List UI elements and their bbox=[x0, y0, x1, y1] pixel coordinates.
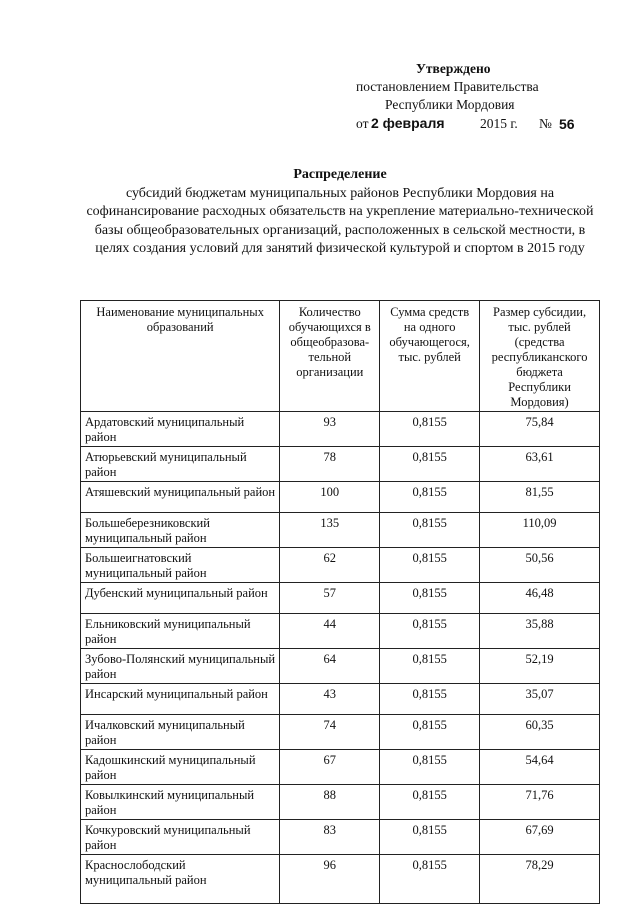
row-count: 74 bbox=[280, 715, 380, 750]
row-name: Атюрьевский муниципальный район bbox=[81, 447, 280, 482]
row-name: Кадошкинский муниципальный район bbox=[81, 750, 280, 785]
table-row bbox=[81, 482, 600, 513]
row-count: 78 bbox=[280, 447, 380, 482]
row-subsidy: 71,76 bbox=[480, 785, 600, 820]
approval-line-2: Республики Мордовия bbox=[385, 97, 515, 112]
table-row bbox=[81, 447, 600, 482]
header-subsidy: Размер субсидии, тыс. рублей (средства республиканского бюджета Республики Мордовия) bbox=[480, 301, 600, 412]
row-count: 93 bbox=[280, 412, 380, 447]
table-row bbox=[81, 855, 600, 904]
handwritten-date: 2 февраля bbox=[371, 115, 445, 131]
row-per-student: 0,8155 bbox=[380, 548, 480, 583]
row-subsidy: 35,07 bbox=[480, 684, 600, 715]
approval-line-1: постановлением Правительства bbox=[356, 79, 539, 94]
handwritten-number: 56 bbox=[559, 116, 575, 132]
table-row bbox=[81, 614, 600, 649]
header-student-count: Количество обучающихся в общеобразова-тельной организации bbox=[280, 301, 380, 412]
row-name: Большеберезниковский муниципальный район bbox=[81, 513, 280, 548]
row-subsidy: 75,84 bbox=[480, 412, 600, 447]
row-count: 64 bbox=[280, 649, 380, 684]
row-count: 135 bbox=[280, 513, 380, 548]
row-per-student: 0,8155 bbox=[380, 447, 480, 482]
row-per-student: 0,8155 bbox=[380, 649, 480, 684]
table-row bbox=[81, 548, 600, 583]
subsidy-table bbox=[80, 300, 600, 904]
row-count: 88 bbox=[280, 785, 380, 820]
row-count: 100 bbox=[280, 482, 380, 513]
row-name: Атяшевский муниципальный район bbox=[81, 482, 280, 513]
table-row bbox=[81, 412, 600, 447]
row-count: 62 bbox=[280, 548, 380, 583]
row-per-student: 0,8155 bbox=[380, 513, 480, 548]
row-subsidy: 50,56 bbox=[480, 548, 600, 583]
table-row bbox=[81, 513, 600, 548]
document-heading bbox=[80, 166, 600, 259]
table-row bbox=[81, 649, 600, 684]
row-per-student: 0,8155 bbox=[380, 785, 480, 820]
row-per-student: 0,8155 bbox=[380, 482, 480, 513]
approval-title: Утверждено bbox=[416, 61, 491, 76]
row-subsidy: 81,55 bbox=[480, 482, 600, 513]
row-per-student: 0,8155 bbox=[380, 715, 480, 750]
row-subsidy: 110,09 bbox=[480, 513, 600, 548]
row-count: 43 bbox=[280, 684, 380, 715]
date-prefix: от bbox=[356, 116, 369, 131]
table-row bbox=[81, 750, 600, 785]
row-per-student: 0,8155 bbox=[380, 750, 480, 785]
row-per-student: 0,8155 bbox=[380, 820, 480, 855]
row-name: Краснослободский муниципальный район bbox=[81, 855, 280, 904]
table-header-row bbox=[81, 301, 600, 412]
row-subsidy: 52,19 bbox=[480, 649, 600, 684]
row-subsidy: 63,61 bbox=[480, 447, 600, 482]
table-row bbox=[81, 785, 600, 820]
row-name: Ельниковский муниципальный район bbox=[81, 614, 280, 649]
approval-block bbox=[340, 60, 600, 134]
row-name: Инсарский муниципальный район bbox=[81, 684, 280, 715]
header-municipality: Наименование муниципальных образований bbox=[81, 301, 280, 412]
approval-year: 2015 г. bbox=[480, 116, 518, 131]
table-row bbox=[81, 684, 600, 715]
table-row bbox=[81, 583, 600, 614]
row-count: 96 bbox=[280, 855, 380, 904]
row-subsidy: 54,64 bbox=[480, 750, 600, 785]
row-name: Дубенский муниципальный район bbox=[81, 583, 280, 614]
row-subsidy: 35,88 bbox=[480, 614, 600, 649]
row-name: Зубово-Полянский муниципальный район bbox=[81, 649, 280, 684]
row-count: 83 bbox=[280, 820, 380, 855]
row-per-student: 0,8155 bbox=[380, 412, 480, 447]
row-subsidy: 78,29 bbox=[480, 855, 600, 904]
row-name: Кочкуровский муниципальный район bbox=[81, 820, 280, 855]
row-name: Большеигнатовский муниципальный район bbox=[81, 548, 280, 583]
row-subsidy: 60,35 bbox=[480, 715, 600, 750]
row-subsidy: 46,48 bbox=[480, 583, 600, 614]
row-per-student: 0,8155 bbox=[380, 614, 480, 649]
table-row bbox=[81, 820, 600, 855]
row-count: 44 bbox=[280, 614, 380, 649]
row-subsidy: 67,69 bbox=[480, 820, 600, 855]
row-per-student: 0,8155 bbox=[380, 583, 480, 614]
approval-date-line bbox=[340, 114, 600, 134]
row-name: Ичалковский муниципальный район bbox=[81, 715, 280, 750]
header-per-student: Сумма средств на одного обучающегося, тыс. рублей bbox=[380, 301, 480, 412]
table-row bbox=[81, 715, 600, 750]
row-name: Ардатовский муниципальный район bbox=[81, 412, 280, 447]
row-per-student: 0,8155 bbox=[380, 684, 480, 715]
number-sign: № bbox=[539, 116, 552, 131]
document-subtitle: субсидий бюджетам муниципальных районов Республики Мордовия на софинансирование расходных обязательств на укрепление материально-технической базы общеобразовательных организаций, расположенных в сельской местности, в целях создания условий для занятий физической культурой и спортом в 2015 году bbox=[86, 185, 594, 256]
row-count: 67 bbox=[280, 750, 380, 785]
document-title: Распределение bbox=[293, 167, 387, 182]
row-per-student: 0,8155 bbox=[380, 855, 480, 904]
row-name: Ковылкинский муниципальный район bbox=[81, 785, 280, 820]
row-count: 57 bbox=[280, 583, 380, 614]
